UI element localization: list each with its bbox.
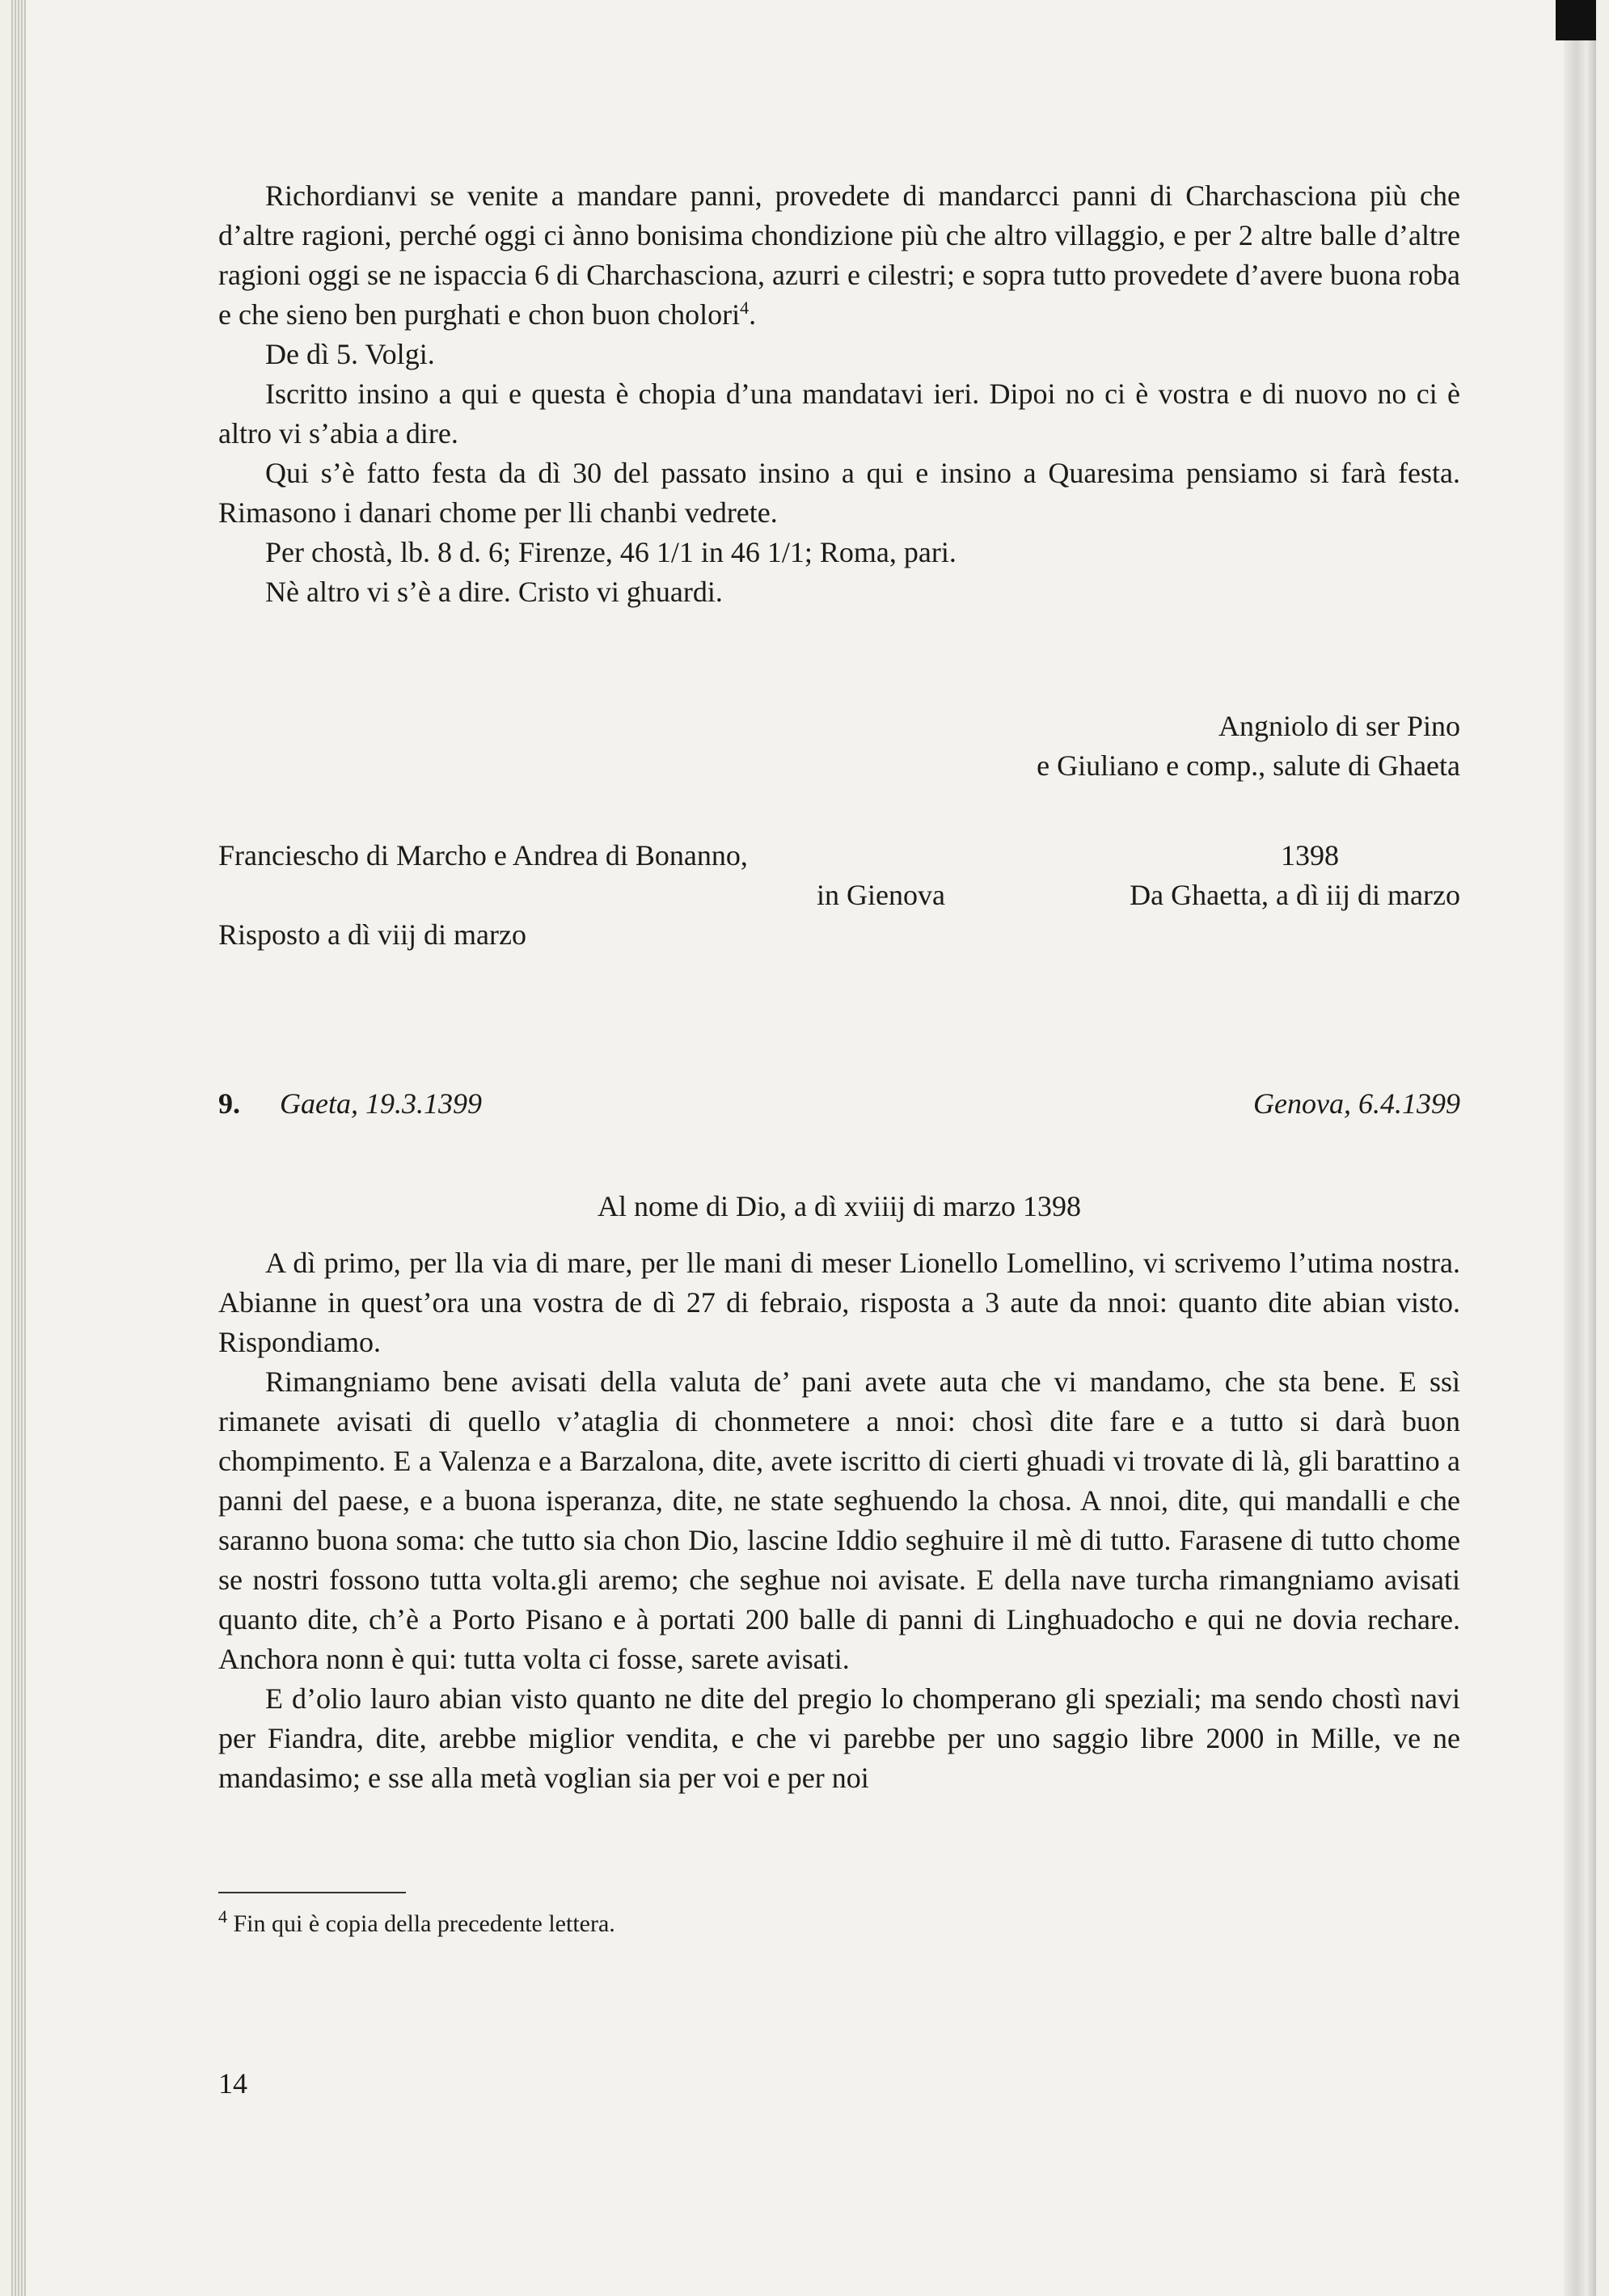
address-block <box>218 836 1460 955</box>
address-place: in Gienova <box>817 879 945 911</box>
paragraph: Qui s’è fatto festa da dì 30 del passato insino a qui e insino a Quaresima pensiamo si farà festa. Rimasono i danari chome per lli chanbi vedrete. <box>218 457 1460 529</box>
book-page <box>11 0 1596 2296</box>
letter-header <box>218 1084 1460 1124</box>
reply-note: Risposto a dì viij di marzo <box>218 918 526 951</box>
paragraph: A dì primo, per lla via di mare, per lle mani di meser Lionello Lomellino, vi scrivemo l’utima nostra. Abianne in quest’ora una vostra de dì 27 di febraio, risposta a 3 aute da nnoi: quanto dite abian visto. Rispondiamo. <box>218 1247 1460 1358</box>
scan-corner <box>1556 0 1596 40</box>
footnote-rule <box>218 1892 406 1893</box>
footnote-ref: 4 <box>740 298 750 318</box>
paragraph: Nè altro vi s’è a dire. Cristo vi ghuardi. <box>265 576 723 608</box>
paragraph: Iscritto insino a qui e questa è chopia d’una mandatavi ieri. Dipoi no ci è vostra e di nuovo no ci è altro vi s’abia a dire. <box>218 378 1460 449</box>
page-binding <box>11 0 26 2296</box>
page-number: 14 <box>218 2067 247 2100</box>
letter-destination: Genova, 6.4.1399 <box>1253 1087 1460 1120</box>
paragraph: E d’olio lauro abian visto quanto ne dite del pregio lo chomperano gli speziali; ma sendo chostì navi per Fiandra, dite, arebbe miglior vendita, e che vi parebbe per uno saggio libre 2000 in Mille, ve ne mandasimo; e sse alla metà voglian sia per voi e per noi <box>218 1682 1460 1794</box>
signature: Angniolo di ser Pino e Giuliano e comp., salute di Ghaeta <box>1037 710 1460 782</box>
letter-number: 9. <box>218 1087 240 1120</box>
paragraph: Richordianvi se venite a mandare panni, provedete di mandarcci panni di Charchasciona più che d’altre ragioni, perché oggi ci ànno bonisima chondizione più che altro villaggio, e per 2 altre balle d’altre ragioni oggi se ne ispaccia 6 di Charchasciona, azurri e cilestri; e sopra tutto provedete d’avere buona roba e che sieno ben purghati e chon buon cholori$^4$. <box>218 179 1460 331</box>
page-edge <box>1564 0 1596 2296</box>
letter-9-body <box>218 1243 1460 1798</box>
date-line: Da Ghaetta, a dì iij di marzo <box>1130 879 1460 911</box>
footnote: $^4$ Fin qui è copia della precedente lettera. <box>218 1906 615 1937</box>
paragraph: Rimangniamo bene avisati della valuta de’ pani avete auta che vi mandamo, che sta bene. E ssì rimanete avisati di quello v’ataglia di chonmetere a nnoi: chosì dite fare e a tutto si darà buon chompimento. E a Valenza e a Barzalona, dite, avete iscritto di cierti ghuadi vi trovate di là, gli barattino a panni del paese, e a buona isperanza, dite, ne state seghuendo la chosa. A nnoi, dite, qui mandalli e che saranno buona soma: che tutto sia chon Dio, lascine Iddio seghuire il mè di tutto. Farasene di tutto chome se nostri fossono tutta volta.gli aremo; che seghue noi avisate. E della nave turcha rimangniamo avisati quanto dite, ch’è a Porto Pisano e à portati 200 balle di panni di Linghuadocho e qui ne dovia rechare. Anchora nonn è qui: tutta volta ci fosse, sarete avisati. <box>218 1365 1460 1675</box>
letter-origin: Gaeta, 19.3.1399 <box>280 1087 482 1120</box>
invocation: Al nome di Dio, a dì xviiij di marzo 1398 <box>598 1190 1081 1222</box>
address-year: 1398 <box>1281 839 1339 872</box>
recipient: Franciescho di Marcho e Andrea di Bonanno, <box>218 839 748 872</box>
paragraph: Per chostà, lb. 8 d. 6; Firenze, 46 1/1 in 46 1/1; Roma, pari. <box>265 536 957 568</box>
letter-8-tail <box>218 176 1460 612</box>
paragraph: De dì 5. Volgi. <box>265 338 435 370</box>
